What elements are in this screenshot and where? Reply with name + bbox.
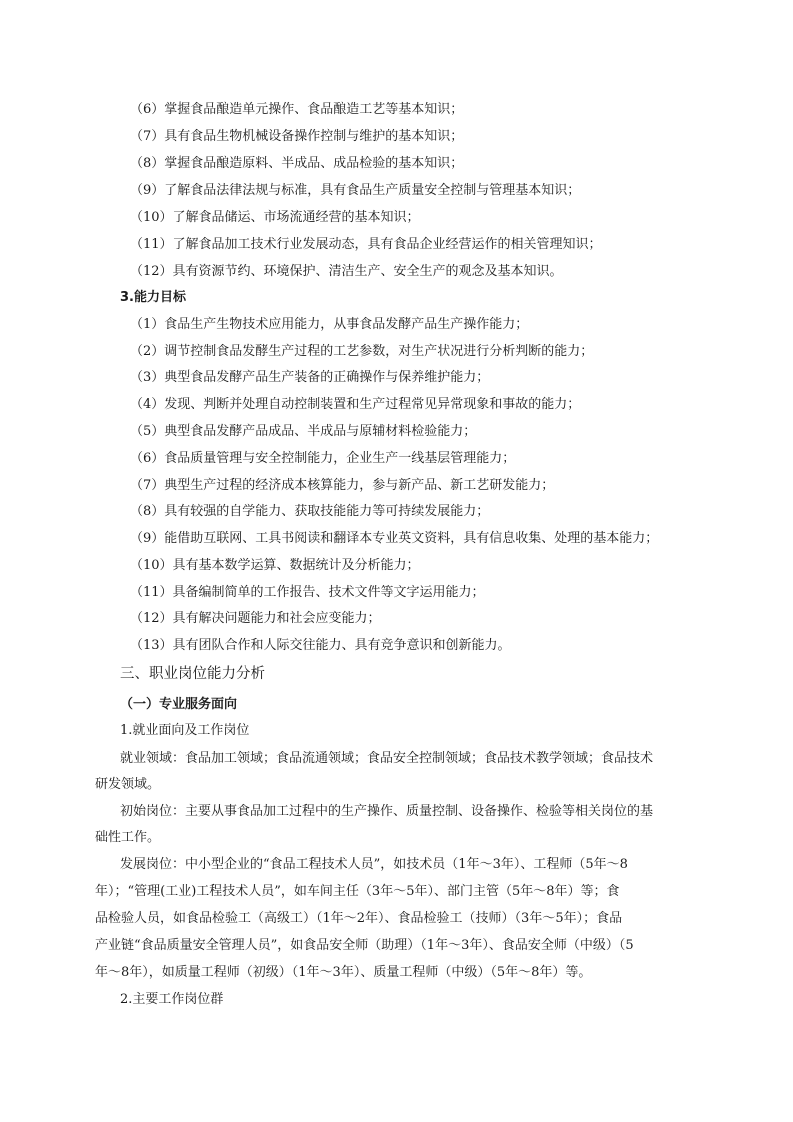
- development-post-line-2: 年）；“管理(工业)工程技术人员”，如车间主任（3年～5年）、部门主管（5年～8年）等；食: [95, 884, 620, 899]
- ability-heading: 3.能力目标: [120, 290, 186, 305]
- sub-section-one-title: （一）专业服务面向: [120, 697, 238, 712]
- knowledge-item-11: （11）了解食品加工技术行业发展动态，具有食品企业经营运作的相关管理知识；: [130, 237, 602, 252]
- ability-item-1: （1）食品生产生物技术应用能力，从事食品发酵产品生产操作能力；: [130, 317, 529, 332]
- ability-item-6: （6）食品质量管理与安全控制能力，企业生产一线基层管理能力；: [130, 451, 516, 466]
- knowledge-item-10: （10）了解食品储运、市场流通经营的基本知识；: [130, 210, 420, 225]
- ability-item-3: （3）典型食品发酵产品生产装备的正确操作与保养维护能力；: [130, 370, 490, 385]
- development-post-line-4: 产业链“食品质量安全管理人员”，如食品安全师（助理）（1年～3年）、食品安全师（中级）（5: [95, 938, 634, 953]
- ability-item-5: （5）典型食品发酵产品成品、半成品与原辅材料检验能力；: [130, 424, 477, 439]
- ability-item-2: （2）调节控制食品发酵生产过程的工艺参数，对生产状况进行分析判断的能力；: [130, 344, 594, 359]
- development-post-line-3: 品检验人员，如食品检验工（高级工）（1年～2年）、食品检验工（技师）（3年～5年）；食品: [95, 911, 623, 926]
- knowledge-item-6: （6）掌握食品酿造单元操作、食品酿造工艺等基本知识；: [130, 102, 464, 117]
- initial-post-line-2: 础性工作。: [95, 830, 161, 845]
- knowledge-item-9: （9）了解食品法律法规与标准，具有食品生产质量安全控制与管理基本知识；: [130, 183, 581, 198]
- ability-item-13: （13）具有团队合作和人际交往能力、具有竞争意识和创新能力。: [130, 638, 511, 653]
- ability-item-11: （11）具备编制简单的工作报告、技术文件等文字运用能力；: [130, 585, 485, 600]
- post-group-heading: 2.主要工作岗位群: [120, 992, 224, 1007]
- section-three-title: 三、职业岗位能力分析: [120, 666, 265, 682]
- employment-field-line-1: 就业领域：食品加工领域；食品流通领域；食品安全控制领域；食品技术教学领域；食品技术: [120, 751, 654, 766]
- employment-heading: 1.就业面向及工作岗位: [120, 723, 250, 738]
- knowledge-item-12: （12）具有资源节约、环境保护、清洁生产、安全生产的观念及基本知识。: [130, 264, 563, 279]
- ability-item-10: （10）具有基本数学运算、数据统计及分析能力；: [130, 558, 420, 573]
- employment-field-line-2: 研发领域。: [95, 777, 161, 792]
- knowledge-item-8: （8）掌握食品酿造原料、半成品、成品检验的基本知识；: [130, 156, 464, 171]
- ability-item-12: （12）具有解决问题能力和社会应变能力；: [130, 611, 381, 626]
- initial-post-line-1: 初始岗位：主要从事食品加工过程中的生产操作、质量控制、设备操作、检验等相关岗位的基: [120, 804, 654, 819]
- ability-item-9: （9）能借助互联网、工具书阅读和翻译本专业英文资料，具有信息收集、处理的基本能力；: [130, 531, 659, 546]
- ability-item-8: （8）具有较强的自学能力、获取技能能力等可持续发展能力；: [130, 504, 490, 519]
- ability-item-4: （4）发现、判断并处理自动控制装置和生产过程常见异常现象和事故的能力；: [130, 397, 581, 412]
- knowledge-item-7: （7）具有食品生物机械设备操作控制与维护的基本知识；: [130, 129, 464, 144]
- ability-item-7: （7）典型生产过程的经济成本核算能力，参与新产品、新工艺研发能力；: [130, 478, 555, 493]
- development-post-line-5: 年～8年），如质量工程师（初级）（1年～3年）、质量工程师（中级）（5年～8年）等。: [95, 965, 592, 980]
- development-post-line-1: 发展岗位：中小型企业的“食品工程技术人员”，如技术员（1年～3年）、工程师（5年～8: [120, 857, 628, 872]
